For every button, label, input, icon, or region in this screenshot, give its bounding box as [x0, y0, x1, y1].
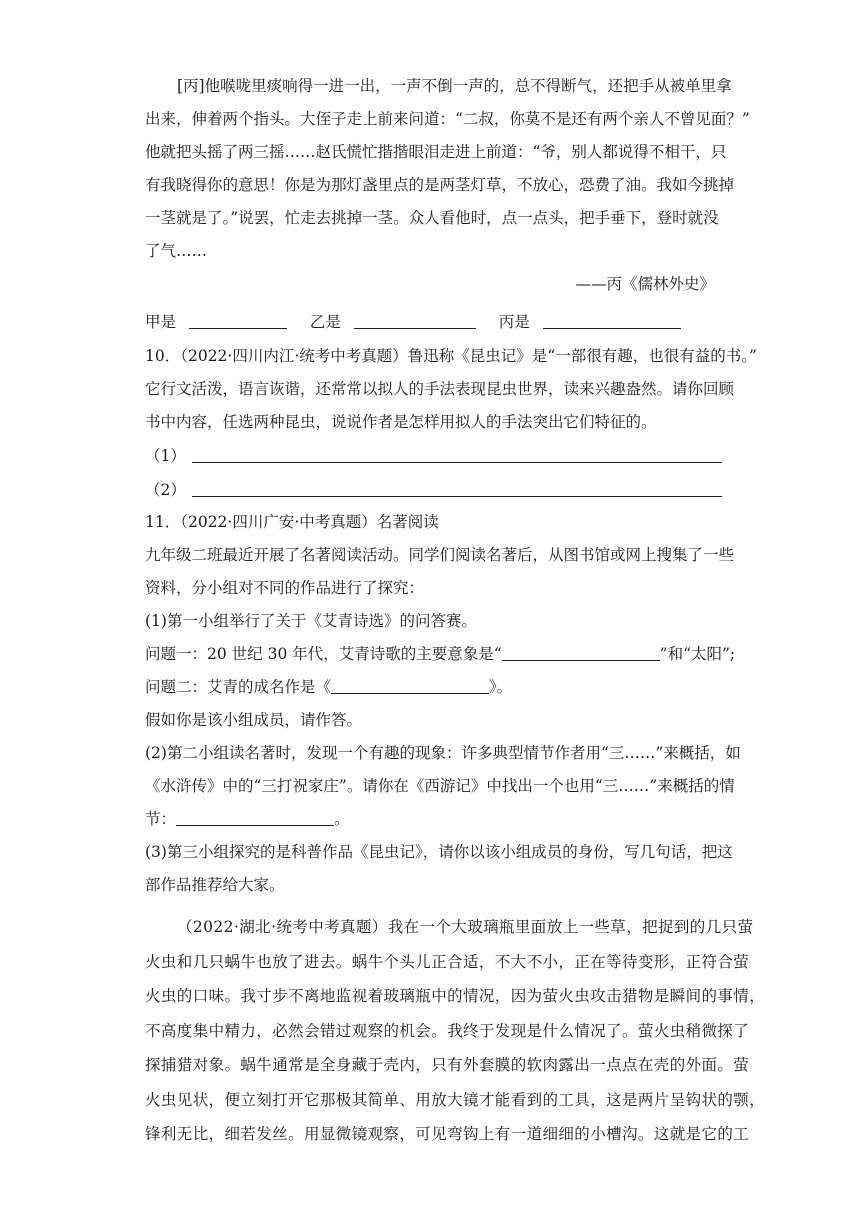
passage-bing-line: 有我晓得你的意思！你是为那灯盏里点的是两茎灯草，不放心，恐费了油。我如今挑掉	[145, 176, 735, 194]
q11-part-3-line: 部作品推荐给大家。	[145, 876, 285, 894]
passage-bing-line: 一茎就是了。”说罢，忙走去挑掉一茎。众人看他时，点一点头，把手垂下，登时就没	[145, 209, 719, 227]
q11-part-1: (1)第一小组举行了关于《艾青诗选》的问答赛。	[145, 612, 477, 630]
q11-intro-line: 九年级二班最近开展了名著阅读活动。同学们阅读名著后，从图书馆或网上搜集了一些	[145, 546, 735, 564]
question-10	[145, 340, 757, 439]
q11-question-2	[145, 671, 715, 704]
p2-tail-suffix: 。	[334, 810, 350, 828]
yi-blank[interactable]	[354, 312, 476, 329]
passage-bing	[145, 70, 750, 268]
q11-title: 11．（2022·四川广安·中考真题）名著阅读	[145, 513, 439, 531]
q2-prefix: 问题二：艾青的成名作是《	[145, 678, 332, 696]
q10-answer-1	[145, 444, 722, 466]
q1-prefix: 问题一：20 世纪 30 年代，艾青诗歌的主要意象是“	[145, 645, 502, 663]
q10-answer-2	[145, 478, 722, 500]
bing-label: 丙是	[498, 313, 530, 331]
yi-label: 乙是	[309, 313, 341, 331]
passage-bing-line: [丙]他喉咙里痰响得一进一出，一声不倒一声的，总不得断气，还把手从被单里拿	[177, 77, 732, 95]
passage-bing-line: 出来，伸着两个指头。大侄子走上前来问道：“二叔，你莫不是还有两个亲人不曾见面？”	[145, 110, 750, 128]
passage-hubei-line: （2022·湖北·统考中考真题）我在一个大玻璃瓶里面放上一些草，把捉到的几只萤	[177, 918, 754, 936]
passage-hubei-line: 火虫的口味。我寸步不离地监视着玻璃瓶中的情况，因为萤火虫攻击猎物是瞬间的事情，	[145, 987, 766, 1005]
p2-tail-prefix: 节：	[145, 810, 177, 828]
q2-suffix: 》。	[489, 678, 513, 696]
q11-question-1	[145, 638, 736, 671]
p2-blank[interactable]	[176, 809, 334, 826]
passage-source: ——丙《儒林外史》	[575, 275, 715, 293]
answer-1-blank[interactable]	[192, 446, 722, 463]
q10-line: 10．（2022·四川内江·统考中考真题）鲁迅称《昆虫记》是“一部很有趣，也很有益的书。”	[145, 347, 757, 365]
q11-part-1-tail: 假如你是该小组成员，请作答。	[145, 711, 363, 729]
passage-bing-line: 了气……	[145, 242, 208, 260]
q2-blank[interactable]	[331, 677, 489, 694]
answer-2-blank[interactable]	[192, 480, 722, 497]
q10-line: 书中内容，任选两种昆虫，说说作者是怎样用拟人的手法突出它们特征的。	[145, 413, 657, 431]
passage-hubei-line: 火虫和几只蜗牛也放了进去。蜗牛个头儿正合适，不大不小，正在等待变形，正符合萤	[145, 952, 750, 971]
q1-suffix: ”和“太阳”;	[659, 645, 736, 663]
jia-blank[interactable]	[189, 312, 287, 329]
passage-hubei-line: 锋利无比，细若发丝。用显微镜观察，可见弯钩上有一道细细的小槽沟。这就是它的工	[145, 1125, 750, 1143]
bing-blank[interactable]	[543, 312, 681, 329]
q11-part-2-line: 《水浒传》中的“三打祝家庄”。请你在《西游记》中找出一个也用“三……”来概括的情	[145, 777, 735, 795]
q11-intro-line: 资料，分小组对不同的作品进行了探究：	[145, 579, 425, 597]
q10-line: 它行文活泼，语言诙谐，还常常以拟人的手法表现昆虫世界，读来兴趣盎然。请你回顾	[145, 380, 735, 398]
q9-answer-row	[145, 310, 681, 332]
answer-1-label: （1）	[145, 447, 186, 465]
q11-part-2-tail	[145, 803, 715, 836]
passage-hubei-line: 不高度集中精力，必然会错过观察的机会。我终于发现是什么情况了。萤火虫稍微探了	[145, 1021, 750, 1040]
q11-part-2-line: (2)第二小组读名著时，发现一个有趣的现象：许多典型情节作者用“三……”来概括，如	[145, 744, 741, 762]
passage-hubei-line: 探捕猎对象。蜗牛通常是全身藏于壳内，只有外套膜的软肉露出一点点在壳的外面。萤	[145, 1056, 750, 1074]
answer-2-label: （2）	[145, 481, 186, 499]
jia-label: 甲是	[145, 313, 177, 331]
passage-bing-line: 他就把头摇了两三摇……赵氏慌忙揩揩眼泪走进上前道：“爷，别人都说得不相干，只	[145, 143, 727, 161]
passage-hubei	[145, 910, 766, 1152]
passage-hubei-line: 火虫见状，便立刻打开它那极其简单、用放大镜才能看到的工具，这是两片呈钩状的颚，	[145, 1090, 766, 1109]
q1-blank[interactable]	[502, 644, 660, 661]
question-11	[145, 506, 741, 902]
q11-part-3-line: (3)第三小组探究的是科普作品《昆虫记》，请你以该小组成员的身份，写几句话，把这	[145, 843, 733, 861]
